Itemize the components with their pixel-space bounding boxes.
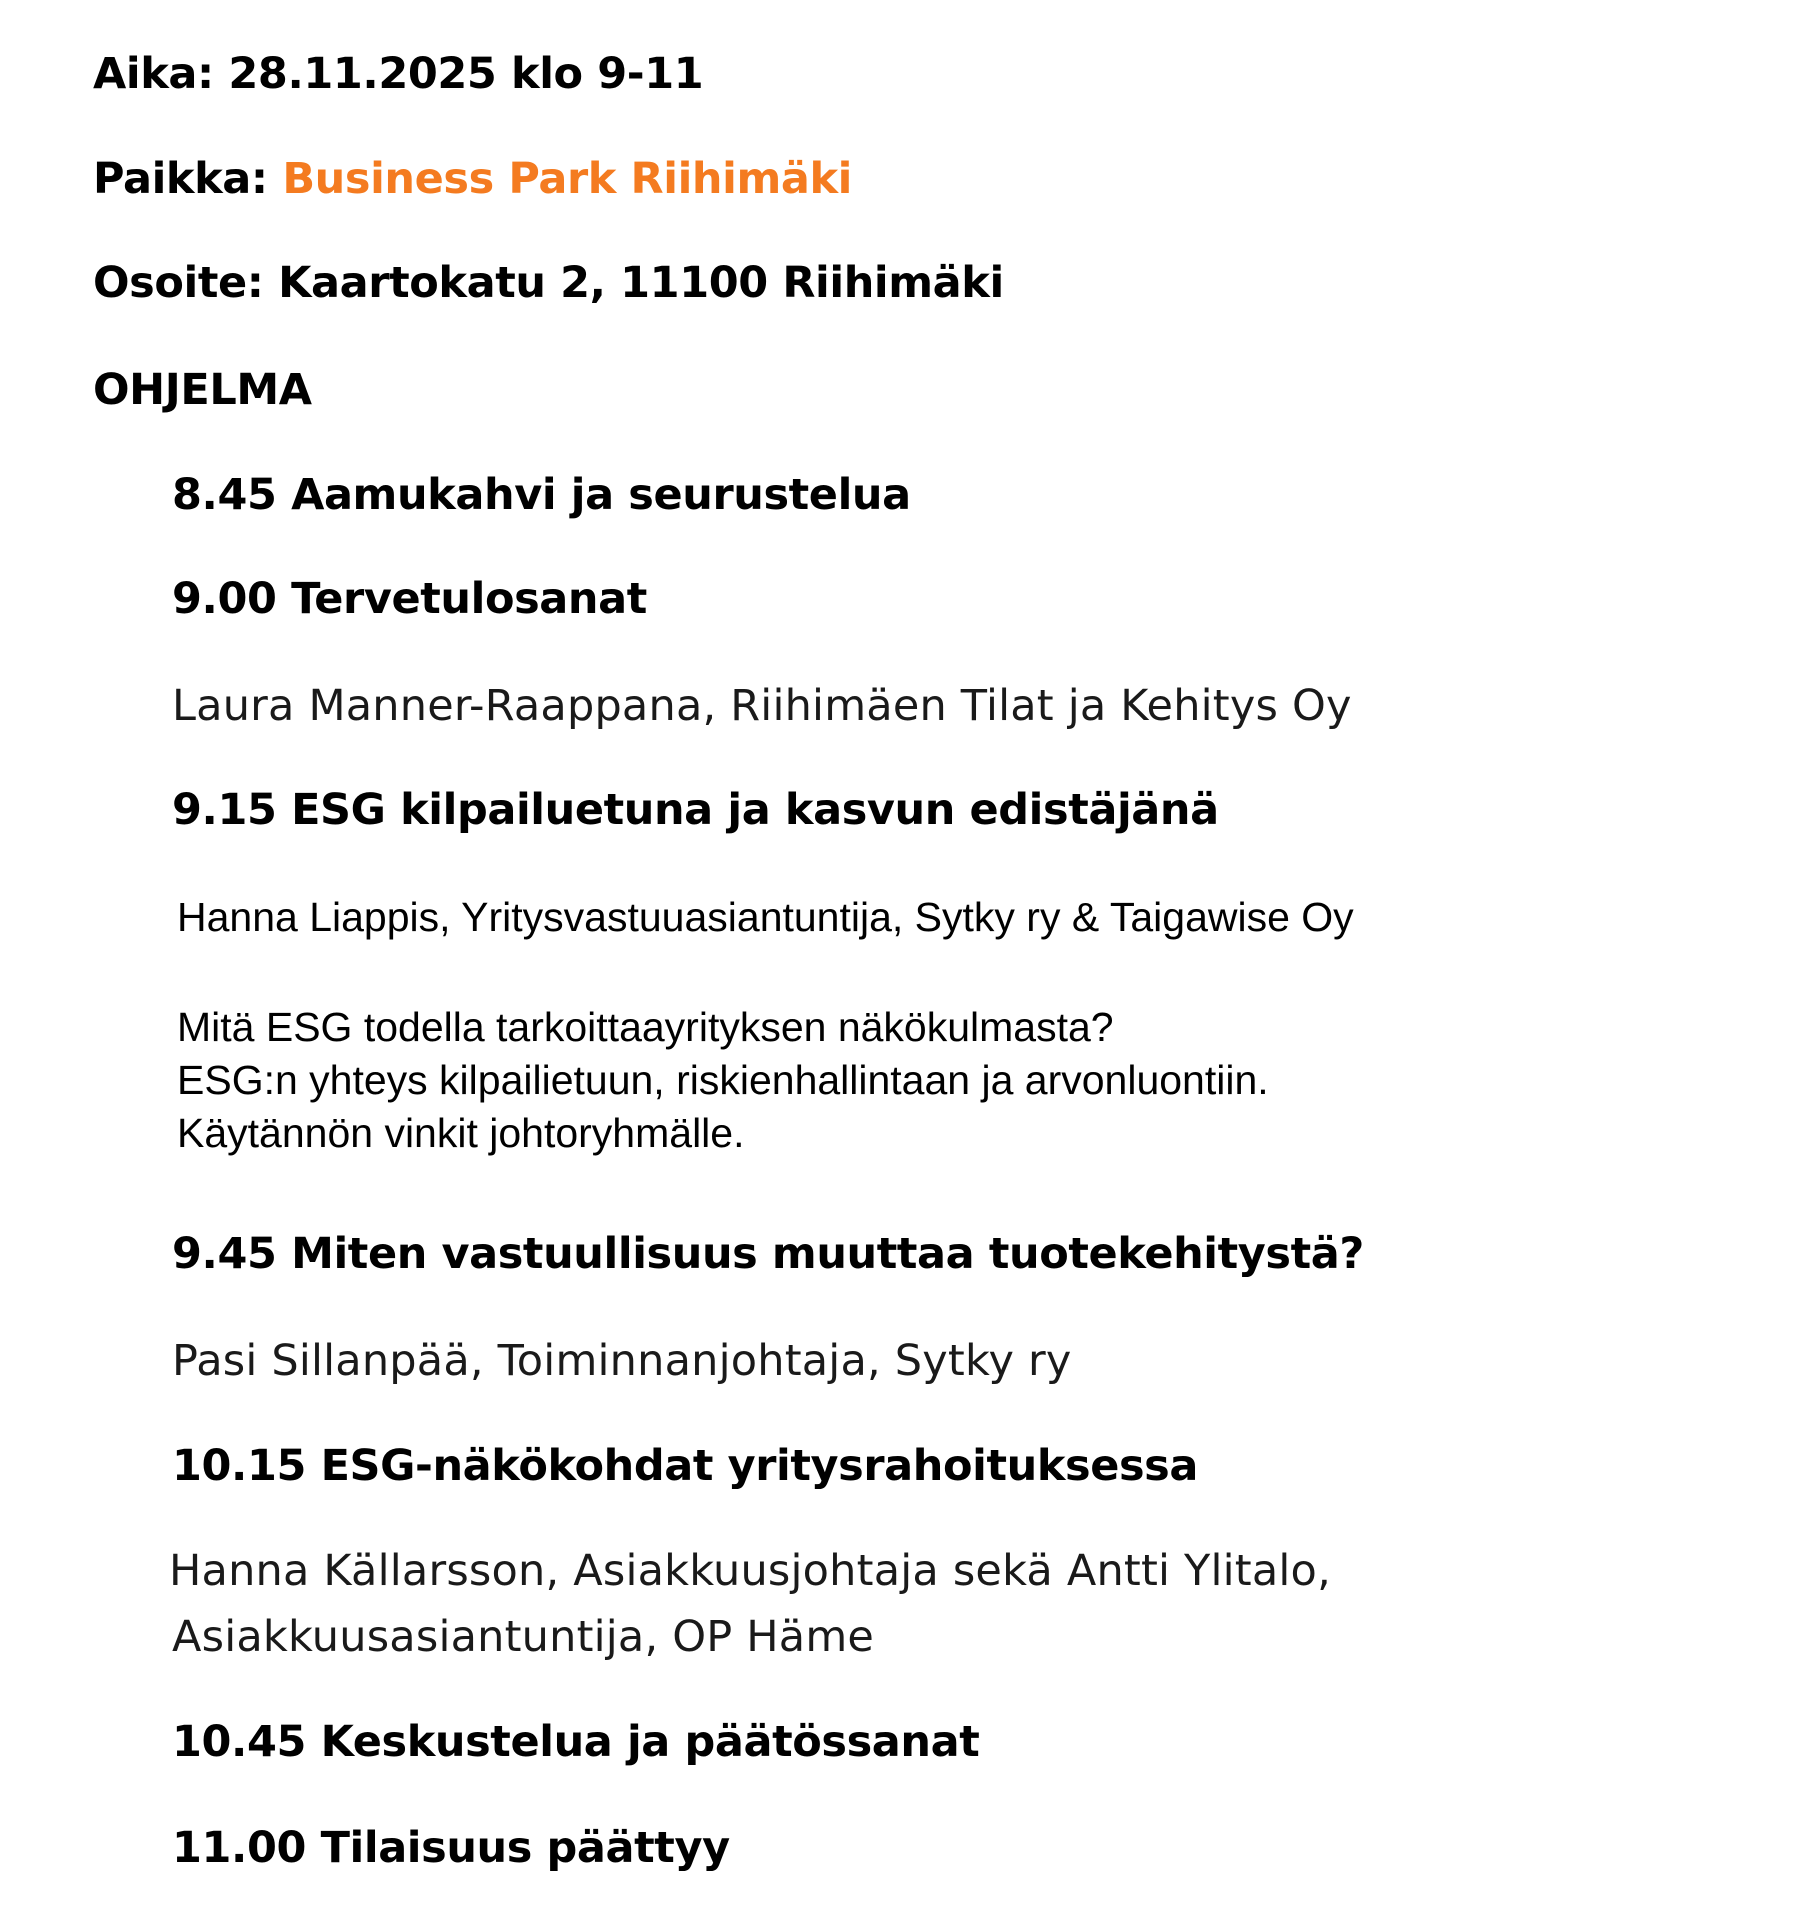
program-item-title: 9.45 Miten vastuullisuus muuttaa tuotekehitystä? xyxy=(172,1229,1364,1279)
program-item-title: 11.00 Tilaisuus päättyy xyxy=(172,1823,730,1873)
place-line xyxy=(93,154,853,204)
program-item-title: 9.00 Tervetulosanat xyxy=(172,574,647,624)
program-item-speaker: Laura Manner-Raappana, Riihimäen Tilat ja Kehitys Oy xyxy=(172,681,1352,731)
address-label: Osoite: xyxy=(93,258,264,308)
program-item-detail: ESG:n yhteys kilpailietuun, riskienhallintaan ja arvonluontiin. xyxy=(177,1057,1269,1103)
address-value: Kaartokatu 2, 11100 Riihimäki xyxy=(278,258,1004,308)
program-item-speaker: Asiakkuusasiantuntija, OP Häme xyxy=(172,1612,875,1662)
program-item-title: 9.15 ESG kilpailuetuna ja kasvun edistäjänä xyxy=(172,785,1219,835)
time-line xyxy=(93,49,704,99)
place-label: Paikka: xyxy=(93,154,268,204)
program-heading: OHJELMA xyxy=(93,365,312,415)
time-label: Aika: xyxy=(93,49,214,99)
program-item-detail: Käytännön vinkit johtoryhmälle. xyxy=(177,1110,745,1156)
address-line xyxy=(93,258,1004,308)
program-item-detail: Mitä ESG todella tarkoittaayrityksen näkökulmasta? xyxy=(177,1004,1114,1050)
program-item-title: 8.45 Aamukahvi ja seurustelua xyxy=(172,470,911,520)
program-item-title: 10.45 Keskustelua ja päätössanat xyxy=(172,1717,980,1767)
place-link[interactable]: Business Park Riihimäki xyxy=(282,154,853,204)
program-item-speaker: Hanna Källarsson, Asiakkuusjohtaja sekä Antti Ylitalo, xyxy=(169,1546,1331,1596)
program-item-speaker: Hanna Liappis, Yritysvastuuasiantuntija, Sytky ry & Taigawise Oy xyxy=(177,894,1354,940)
program-item-title: 10.15 ESG-näkökohdat yritysrahoituksessa xyxy=(172,1441,1198,1491)
time-value: 28.11.2025 klo 9-11 xyxy=(228,49,704,99)
program-item-speaker: Pasi Sillanpää, Toiminnanjohtaja, Sytky ry xyxy=(172,1336,1072,1386)
